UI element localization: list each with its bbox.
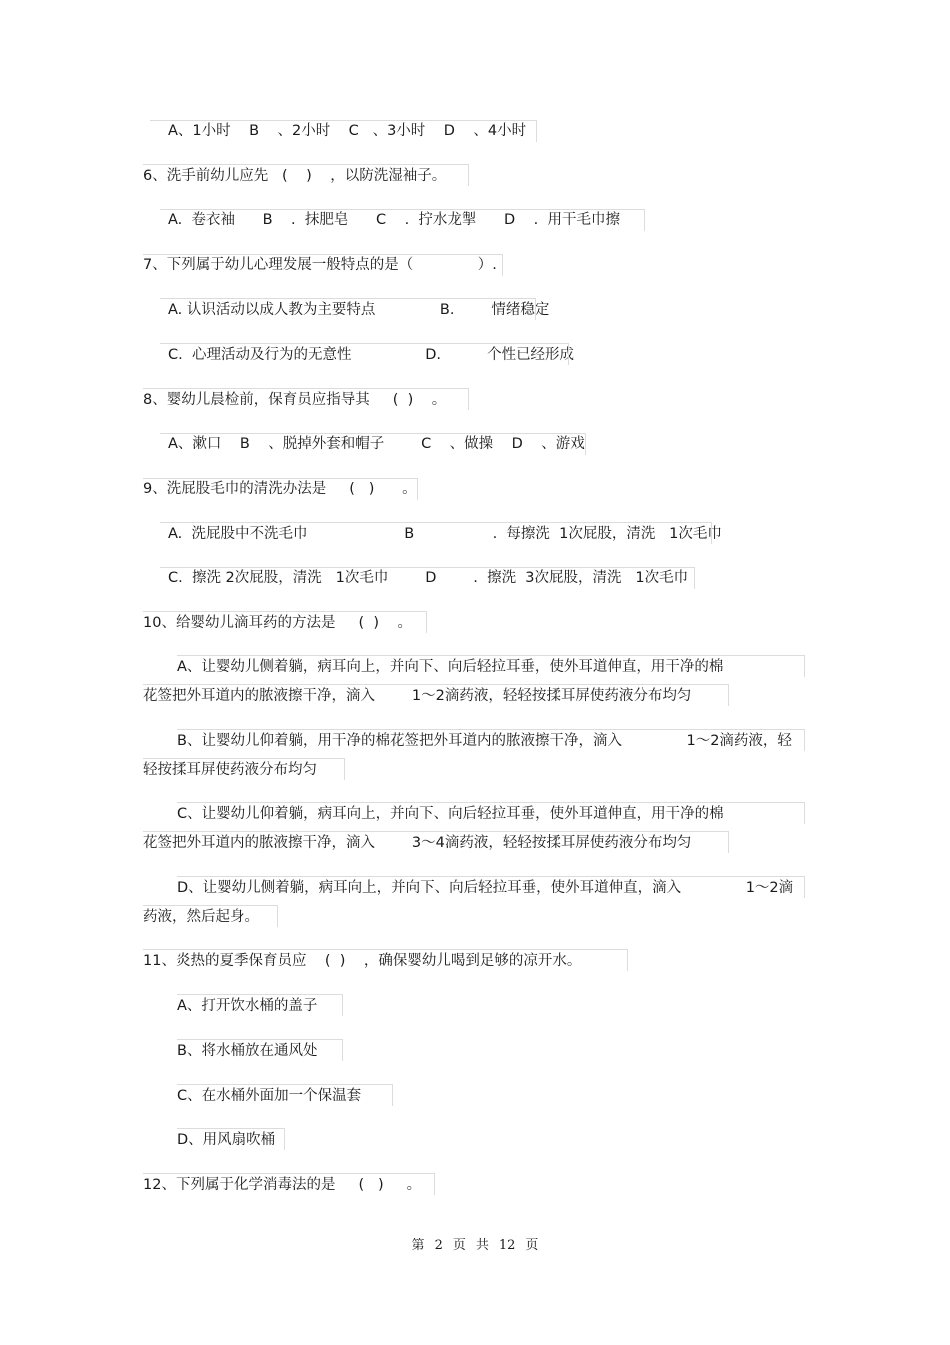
- q10-option-b-1: B、让婴幼儿仰着躺，用干净的棉花签把外耳道内的脓液擦干净，滴入 1～2滴药液，轻: [177, 733, 792, 749]
- q7-question: 7、下列属于幼儿心理发展一般特点的是（ ）.: [143, 257, 497, 273]
- q6-question: 6、洗手前幼儿应先 ( ) ，以防洗湿袖子。: [143, 168, 447, 184]
- q9-options-ab: A. 洗屁股中不洗毛巾 B . 每擦洗 1次屁股，清洗 1次毛巾: [168, 526, 722, 542]
- total-pages: 12: [498, 1238, 516, 1253]
- q11-option-b: B、将水桶放在通风处: [177, 1043, 318, 1059]
- q12-question: 12、下列属于化学消毒法的是 ( ) 。: [143, 1177, 422, 1193]
- q9-options-cd: C. 擦洗 2次屁股，清洗 1次毛巾 D . 擦洗 3次屁股，清洗 1次毛巾: [168, 570, 689, 586]
- q10-option-a-2: 花签把外耳道内的脓液擦干净，滴入 1～2滴药液，轻轻按揉耳屏使药液分布均匀: [143, 688, 692, 704]
- q11-option-a: A、打开饮水桶的盖子: [177, 998, 318, 1014]
- footer-prefix: 第: [411, 1238, 425, 1253]
- q10-question: 10、给婴幼儿滴耳药的方法是 ( ) 。: [143, 615, 412, 631]
- page-number: 2: [434, 1238, 443, 1253]
- q8-question: 8、婴幼儿晨检前，保育员应指导其 ( ) 。: [143, 392, 447, 408]
- q7-options-cd: C. 心理活动及行为的无意性 D. 个性已经形成: [168, 347, 575, 363]
- q10-option-c-1: C、让婴幼儿仰着躺，病耳向上，并向下、向后轻拉耳垂，使外耳道伸直，用干净的棉: [177, 806, 724, 822]
- q8-options: A、漱口 B 、脱掉外套和帽子 C 、做操 D 、游戏: [168, 436, 585, 452]
- q10-option-a-1: A、让婴幼儿侧着躺，病耳向上，并向下、向后轻拉耳垂，使外耳道伸直，用干净的棉: [177, 659, 724, 675]
- footer-page-word: 页: [452, 1238, 466, 1253]
- q11-question: 11、炎热的夏季保育员应 ( ) ，确保婴幼儿喝到足够的凉开水。: [143, 953, 582, 969]
- q9-question: 9、洗屁股毛巾的清洗办法是 ( ) 。: [143, 481, 417, 497]
- q5-options: A、1小时 B 、2小时 C 、3小时 D 、4小时: [168, 123, 527, 139]
- footer-suffix: 页: [525, 1238, 539, 1253]
- q11-option-d: D、用风扇吹桶: [177, 1132, 276, 1148]
- page-footer: [0, 1234, 950, 1253]
- footer-total-word: 共: [475, 1238, 489, 1253]
- q7-options-ab: A. 认识活动以成人教为主要特点 B. 情绪稳定: [168, 302, 550, 318]
- q11-option-c: C、在水桶外面加一个保温套: [177, 1088, 362, 1104]
- q6-options: A. 卷衣袖 B . 抹肥皂 C . 拧水龙掣 D . 用干毛巾擦: [168, 212, 620, 228]
- q10-option-d-1: D、让婴幼儿侧着躺，病耳向上，并向下、向后轻拉耳垂，使外耳道伸直，滴入 1～2滴: [177, 880, 794, 896]
- q10-option-c-2: 花签把外耳道内的脓液擦干净，滴入 3～4滴药液，轻轻按揉耳屏使药液分布均匀: [143, 835, 692, 851]
- q10-option-b-2: 轻按揉耳屏使药液分布均匀: [143, 762, 317, 778]
- q10-option-d-2: 药液，然后起身。: [143, 909, 259, 925]
